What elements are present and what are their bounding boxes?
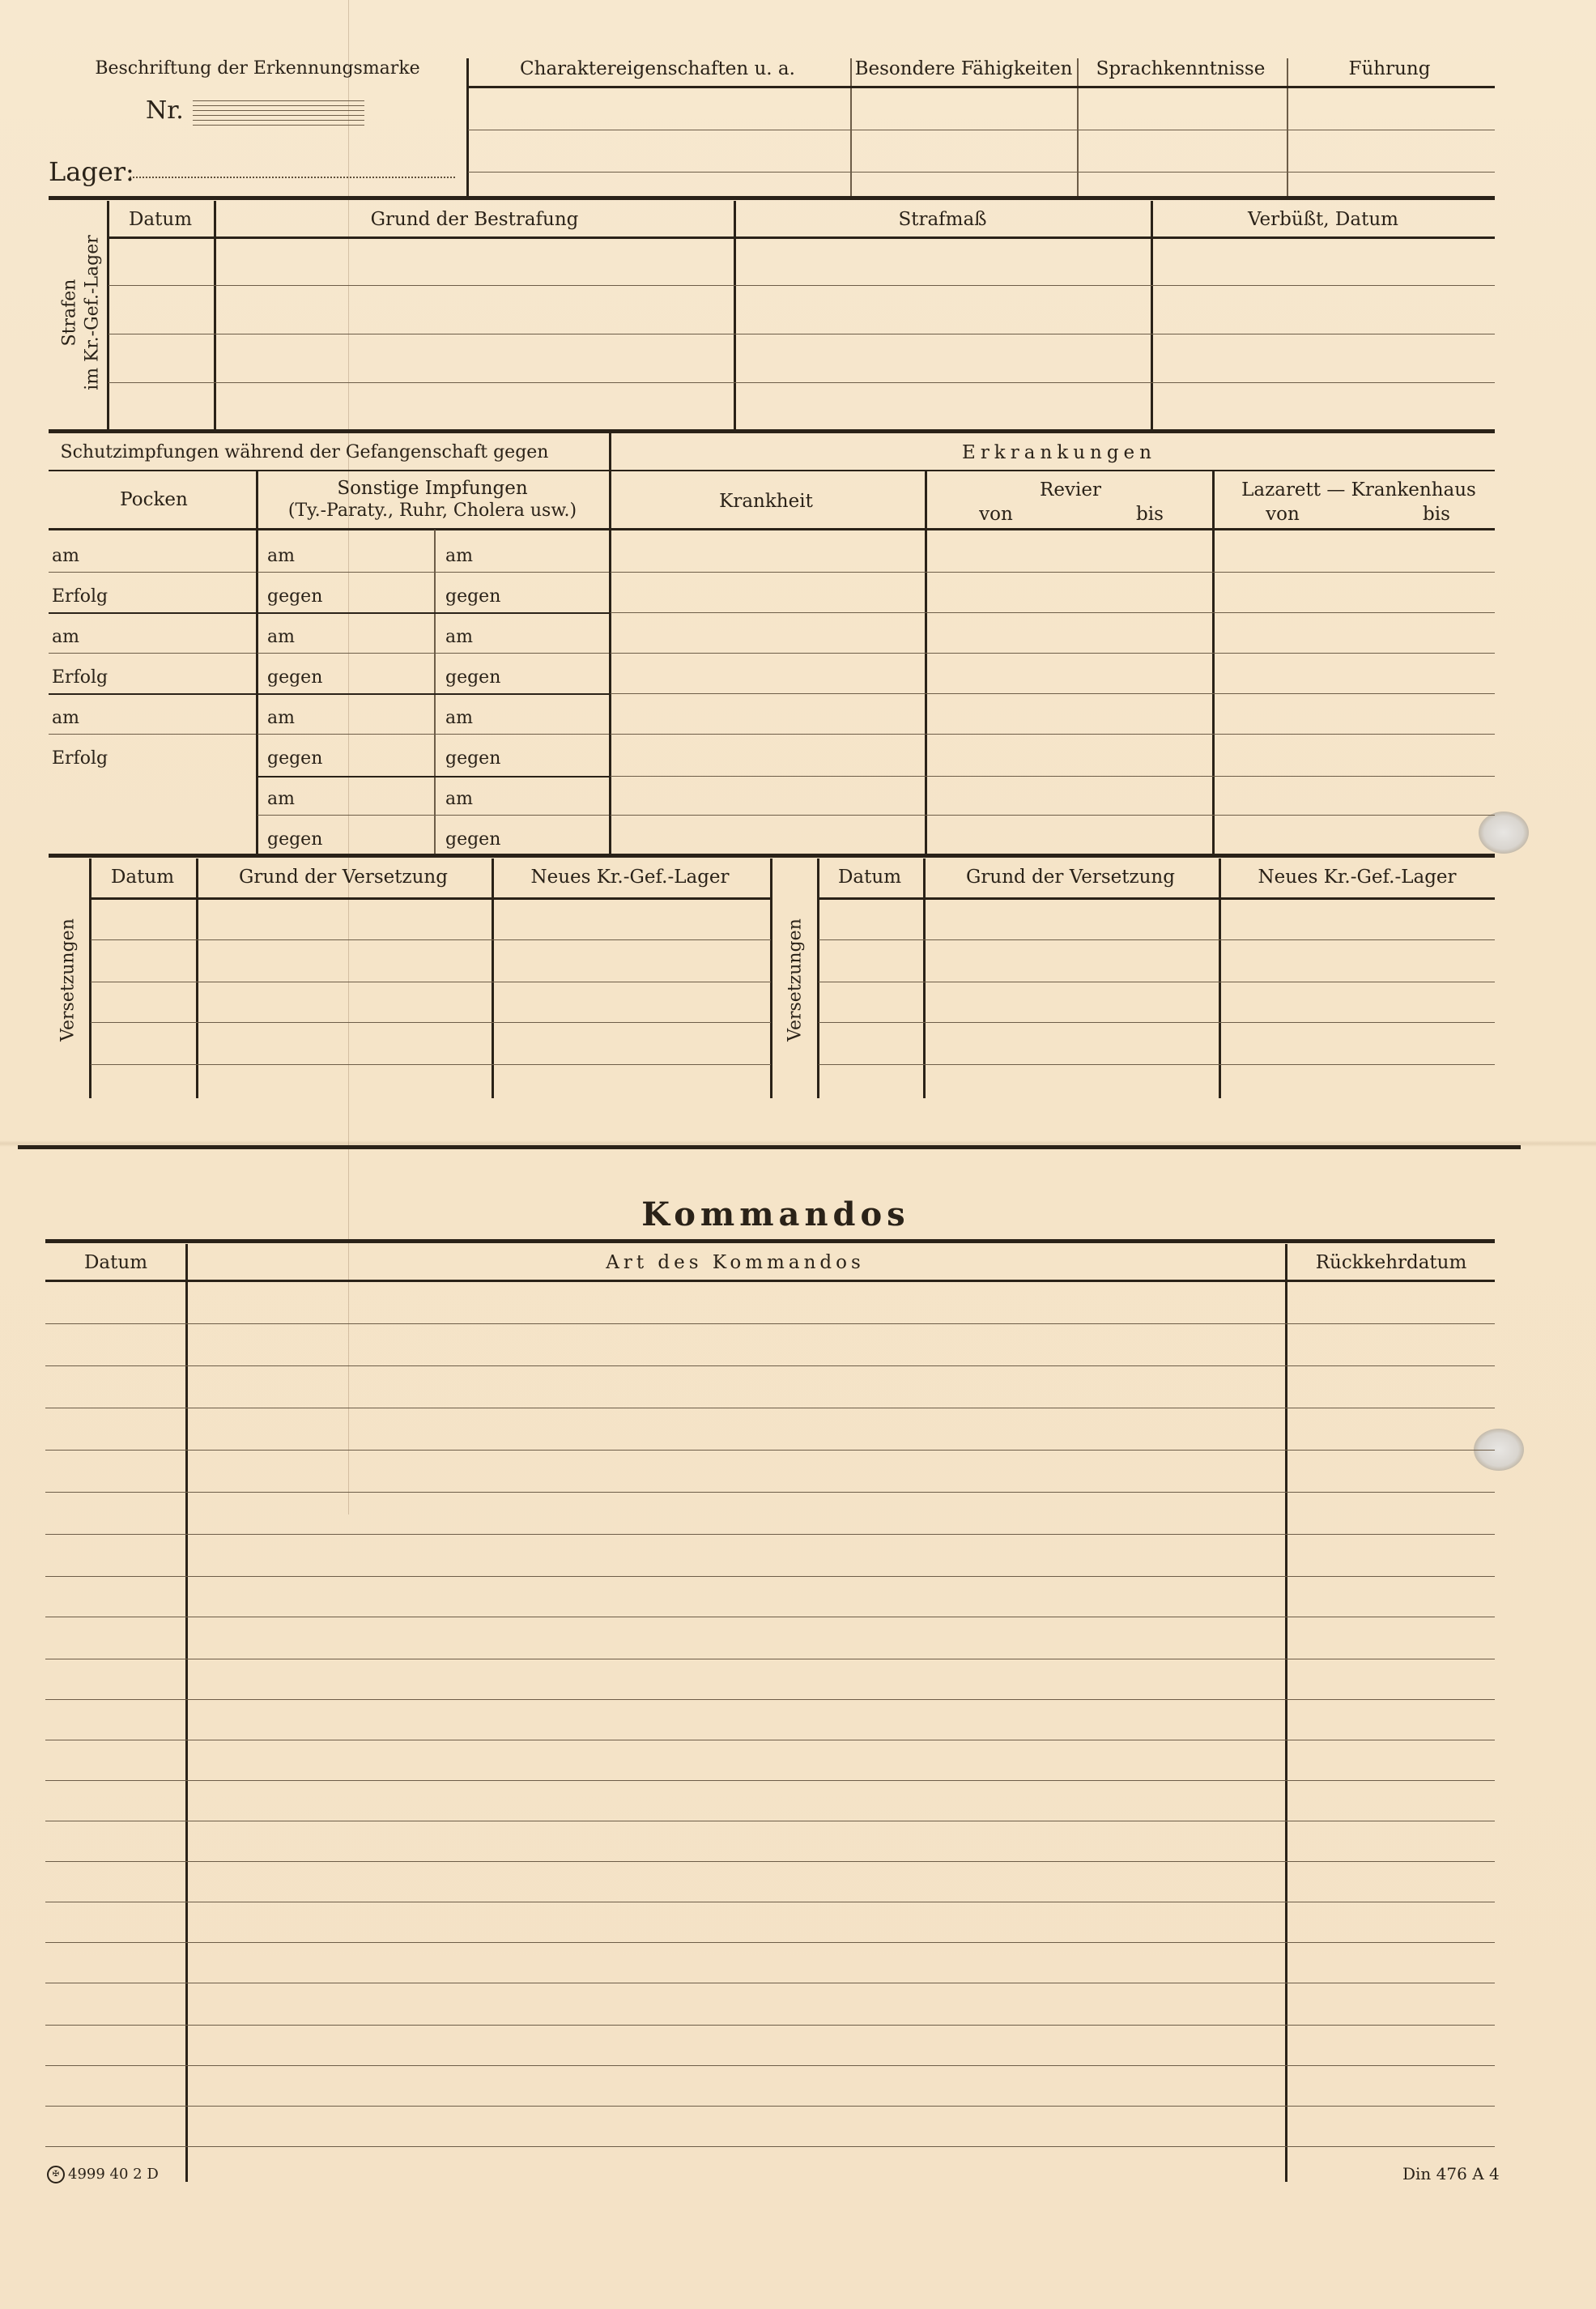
col-divider — [609, 432, 611, 855]
header-rule — [819, 897, 1495, 900]
sonstige-gegen: gegen — [267, 829, 323, 850]
col-divider — [1212, 471, 1215, 855]
entry-line[interactable] — [45, 1365, 1495, 1366]
form-number — [47, 2166, 159, 2183]
strafen-side-line2: im Kr.-Gef.-Lager — [82, 235, 102, 390]
lager-label: Lager: — [49, 156, 134, 187]
entry-line[interactable] — [45, 1861, 1495, 1862]
header-rule — [468, 86, 1495, 88]
din-label: Din 476 A 4 — [1402, 2164, 1500, 2183]
col-datum: Datum — [837, 867, 902, 888]
nr-line — [193, 105, 364, 106]
col-strafmass: Strafmaß — [898, 209, 987, 230]
sonstige-gegen: gegen — [445, 829, 501, 850]
col-divider — [196, 858, 198, 1098]
sonstige-gegen: gegen — [267, 667, 323, 688]
sonstige-gegen: gegen — [445, 586, 501, 607]
entry-line[interactable] — [45, 2106, 1495, 2107]
versetzungen-side-label: Versetzungen — [785, 918, 806, 1042]
col-datum: Datum — [110, 867, 175, 888]
impfungen-header: Schutzimpfungen während der Gefangenschaft gegen — [60, 442, 549, 462]
col-divider — [434, 530, 436, 855]
col-datum: Datum — [83, 1252, 148, 1273]
col-sonstige-line1: Sonstige Impfungen — [337, 478, 528, 499]
revier-bis: bis — [1136, 504, 1164, 525]
entry-line[interactable] — [45, 1492, 1495, 1493]
nr-line — [193, 125, 364, 126]
marke-label: Beschriftung der Erkennungsmarke — [95, 58, 420, 79]
section-rule — [49, 854, 1495, 858]
col-divider — [770, 858, 772, 1098]
entry-line[interactable] — [49, 653, 256, 654]
sonstige-gegen: gegen — [445, 667, 501, 688]
page-divider-rule — [18, 1145, 1521, 1149]
header-rule — [45, 1239, 1495, 1243]
lazarett-von: von — [1266, 504, 1300, 525]
col-divider — [185, 1244, 188, 2182]
entry-line[interactable] — [819, 1022, 1495, 1023]
lazarett-bis: bis — [1423, 504, 1450, 525]
kommandos-title: Kommandos — [641, 1195, 910, 1233]
sonstige-gegen: gegen — [267, 748, 323, 769]
nr-line — [193, 110, 364, 111]
entry-line[interactable] — [611, 612, 1495, 613]
pocken-am: am — [52, 708, 79, 728]
header-rule — [109, 236, 1495, 239]
sonstige-am: am — [267, 627, 295, 647]
sonstige-gegen: gegen — [267, 586, 323, 607]
entry-line[interactable] — [45, 1780, 1495, 1781]
entry-line[interactable] — [257, 653, 609, 654]
sonstige-am: am — [267, 708, 295, 728]
group-rule — [257, 693, 609, 695]
erkrankungen-header: Erkrankungen — [962, 442, 1156, 463]
nr-label: Nr. — [146, 96, 184, 125]
col-divider — [817, 858, 819, 1098]
group-rule — [49, 612, 256, 614]
entry-line[interactable] — [91, 1064, 771, 1065]
col-divider — [734, 201, 736, 429]
entry-line[interactable] — [611, 653, 1495, 654]
col-divider — [1287, 58, 1288, 196]
entry-line[interactable] — [257, 734, 609, 735]
col-divider — [923, 858, 926, 1098]
pocken-am: am — [52, 627, 79, 647]
col-grund: Grund der Versetzung — [239, 867, 448, 888]
col-neues-lager: Neues Kr.-Gef.-Lager — [530, 867, 730, 888]
entry-line[interactable] — [611, 734, 1495, 735]
pocken-erfolg: Erfolg — [52, 748, 109, 769]
entry-line[interactable] — [45, 2146, 1495, 2147]
col-sprachen: Sprachkenntnisse — [1096, 58, 1266, 79]
entry-line[interactable] — [45, 1323, 1495, 1324]
col-neues-lager: Neues Kr.-Gef.-Lager — [1258, 867, 1457, 888]
col-grund: Grund der Bestrafung — [370, 209, 579, 230]
col-divider — [1151, 201, 1153, 429]
sonstige-am: am — [267, 789, 295, 809]
entry-line[interactable] — [45, 1576, 1495, 1577]
header-rule — [91, 897, 771, 900]
col-divider — [1219, 858, 1221, 1098]
col-charakter: Charaktereigenschaften u. a. — [520, 58, 795, 79]
header-rule — [49, 470, 1495, 471]
col-divider — [107, 201, 109, 429]
sonstige-am: am — [445, 789, 473, 809]
punch-hole-upper — [1479, 812, 1529, 854]
section-rule — [49, 429, 1495, 433]
group-rule — [49, 693, 256, 695]
col-fuehrung: Führung — [1348, 58, 1431, 79]
col-divider — [1077, 58, 1079, 196]
pocken-erfolg: Erfolg — [52, 586, 109, 607]
entry-line[interactable] — [611, 693, 1495, 694]
entry-line[interactable] — [45, 2065, 1495, 2066]
entry-line[interactable] — [611, 815, 1495, 816]
nr-line — [193, 120, 364, 121]
nr-line — [193, 100, 364, 101]
lager-input-line[interactable] — [130, 177, 455, 178]
entry-line[interactable] — [611, 776, 1495, 777]
sonstige-am: am — [267, 546, 295, 566]
entry-line[interactable] — [49, 734, 256, 735]
sonstige-am: am — [445, 627, 473, 647]
form-number-text: 4999 40 2 D — [68, 2166, 159, 2183]
entry-line[interactable] — [611, 572, 1495, 573]
col-divider — [89, 858, 92, 1098]
entry-line[interactable] — [91, 939, 771, 940]
entry-line[interactable] — [91, 1022, 771, 1023]
nr-line — [193, 115, 364, 116]
entry-line[interactable] — [45, 1534, 1495, 1535]
pocken-am: am — [52, 546, 79, 566]
col-krankheit: Krankheit — [719, 491, 813, 512]
col-divider — [925, 471, 927, 855]
col-divider — [214, 201, 216, 429]
entry-line[interactable] — [819, 939, 1495, 940]
entry-line[interactable] — [468, 172, 1495, 173]
entry-line[interactable] — [45, 1699, 1495, 1700]
header-divider — [466, 58, 469, 196]
col-pocken: Pocken — [120, 489, 188, 510]
revier-von: von — [979, 504, 1013, 525]
pocken-erfolg: Erfolg — [52, 667, 109, 688]
sonstige-am: am — [445, 708, 473, 728]
faint-crease — [348, 0, 349, 1514]
col-art: Art des Kommandos — [606, 1252, 865, 1273]
col-divider — [492, 858, 494, 1098]
entry-line[interactable] — [257, 572, 609, 573]
col-faehigkeiten: Besondere Fähigkeiten — [854, 58, 1073, 79]
col-rueckkehr: Rückkehrdatum — [1315, 1252, 1467, 1273]
entry-line[interactable] — [819, 1064, 1495, 1065]
entry-line[interactable] — [45, 2025, 1495, 2026]
section-rule — [49, 196, 1495, 200]
header-rule — [49, 528, 1495, 530]
entry-line[interactable] — [257, 815, 609, 816]
entry-line[interactable] — [49, 572, 256, 573]
col-revier: Revier — [1040, 479, 1101, 501]
col-lazarett: Lazarett — Krankenhaus — [1241, 479, 1476, 501]
strafen-side-label — [59, 235, 104, 390]
group-rule — [257, 612, 609, 614]
header-rule — [45, 1280, 1495, 1282]
col-datum: Datum — [128, 209, 193, 230]
col-divider — [850, 58, 852, 196]
col-grund: Grund der Versetzung — [966, 867, 1175, 888]
col-verbuesst: Verbüßt, Datum — [1248, 209, 1398, 230]
versetzungen-side-label: Versetzungen — [57, 918, 79, 1042]
col-divider — [1285, 1244, 1287, 2182]
entry-line[interactable] — [45, 1942, 1495, 1943]
publisher-seal-icon: ✠ — [47, 2166, 65, 2183]
col-sonstige-line2: (Ty.-Paraty., Ruhr, Cholera usw.) — [287, 501, 577, 521]
entry-line[interactable] — [109, 382, 1495, 383]
entry-line[interactable] — [45, 1450, 1495, 1451]
strafen-side-line1: Strafen — [59, 279, 80, 347]
sonstige-gegen: gegen — [445, 748, 501, 769]
sonstige-am: am — [445, 546, 473, 566]
entry-line[interactable] — [109, 285, 1495, 286]
group-rule — [257, 776, 609, 777]
